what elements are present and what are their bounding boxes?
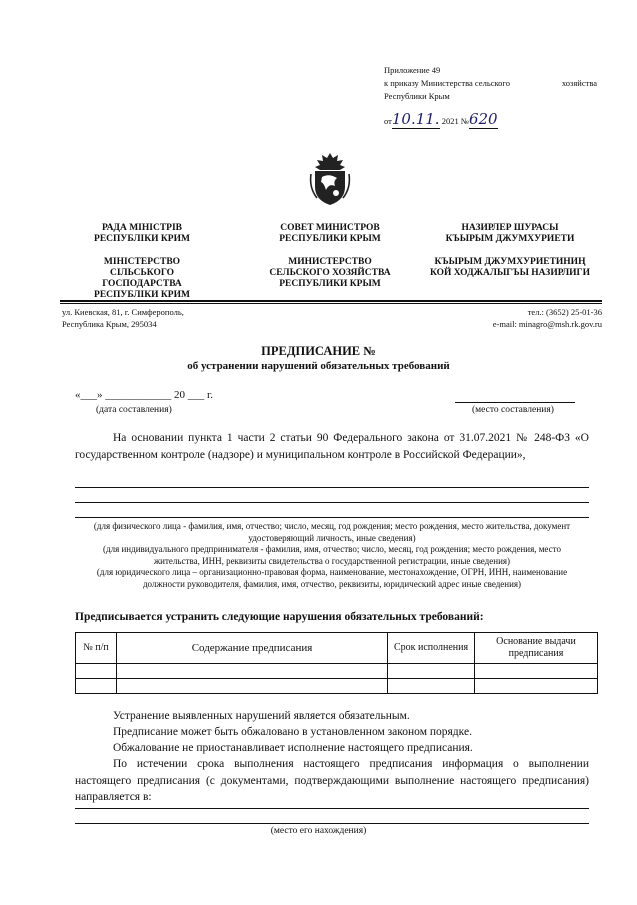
header-center-2: РЕСПУБЛИКИ КРЫМ [279, 234, 381, 244]
header-center-5: РЕСПУБЛИКИ КРЫМ [279, 279, 381, 289]
header-left-2: РЕСПУБЛІКИ КРИМ [94, 234, 190, 244]
appendix-line1: Приложение 49 [384, 65, 441, 75]
email: e-mail: minagro@msh.rk.gov.ru [492, 319, 602, 329]
note-entrepreneur: (для индивидуального предпринимателя - фамилия, имя, отчество; число, месяц, год рождения; место рождения, место жительства, ИНН, реквизиты свидетельства о государственной регистрации, иные сведения) [103, 544, 561, 566]
blank-line [75, 823, 589, 824]
handwritten-number: 620 [468, 110, 498, 128]
header-right-1: НАЗИРЛЕР ШУРАСЫ [461, 223, 559, 233]
appendix-year: 2021 № [441, 116, 469, 126]
table-header-row [76, 633, 598, 664]
col-number: № п/п [76, 633, 117, 664]
paragraph-no-suspension: Обжалование не приостанавливает исполнение настоящего предписания. [113, 742, 473, 754]
phone: тел.: (3652) 25-01-36 [527, 307, 602, 317]
document-subtitle: об устранении нарушений обязательных требований [187, 360, 450, 372]
header-left-4: СІЛЬСЬКОГО [109, 268, 175, 278]
header-ukrainian [62, 223, 222, 301]
date-prefix: от [384, 116, 392, 126]
address-line1: ул. Киевская, 81, г. Симферополь, [62, 307, 184, 317]
place-line [455, 402, 575, 403]
header-left-5: ГОСПОДАРСТВА [102, 279, 182, 289]
blank-line [75, 502, 589, 503]
header-left-6: РЕСПУБЛІКИ КРИМ [94, 290, 190, 300]
col-content: Содержание предписания [117, 633, 388, 664]
header-russian [245, 223, 415, 290]
blank-line [75, 487, 589, 488]
appendix-line3: Республики Крым [384, 91, 450, 101]
header-center-1: СОВЕТ МИНИСТРОВ [280, 223, 380, 233]
col-basis: Основание выдачи предписания [475, 633, 598, 664]
paragraph-report: По истечении срока выполнения настоящего предписания информация о выполнении настоящего предписания (с документами, подтверждающими выполнение настоящего предписания) направляется в: [75, 758, 589, 803]
date-label: (дата составления) [96, 405, 172, 415]
header-center-3: МИНИСТЕРСТВО [288, 257, 372, 267]
blank-line [75, 808, 589, 809]
location-label: (место его нахождения) [270, 826, 367, 836]
header-right-4: КОЙ ХОДЖАЛЫГЪЫ НАЗИРЛИГИ [429, 268, 590, 278]
note-individual: (для физического лица - фамилия, имя, отчество; число, месяц, год рождения; место рождения, место жительства, документ удостоверяющий личность, иные сведения) [93, 521, 571, 543]
appendix-line2a: к приказу Министерства сельского [384, 78, 510, 88]
header-right-3: КЪЫРЫМ ДЖУМХУРИЕТИНИҢ [434, 257, 586, 267]
crimea-emblem-icon [307, 150, 353, 206]
violations-table [75, 632, 598, 694]
header-rule-thin [60, 303, 602, 304]
header-right-2: КЪЫРЫМ ДЖУМХУРИЕТИ [445, 234, 575, 244]
appendix-block [384, 64, 609, 128]
blank-line [75, 517, 589, 518]
contacts [400, 306, 602, 330]
header-rule-thick [60, 300, 602, 302]
col-deadline: Срок исполнения [388, 633, 475, 664]
paragraph-mandatory: Устранение выявленных нарушений является обязательным. [113, 710, 410, 722]
handwritten-date: 10.11. [391, 110, 440, 128]
table-row [76, 679, 598, 694]
header-crimean-tatar [410, 223, 610, 279]
appendix-line2b: хозяйства [561, 78, 597, 88]
document-title: ПРЕДПИСАНИЕ № [261, 344, 376, 358]
place-label: (место составления) [472, 405, 554, 415]
paragraph-appeal: Предписание может быть обжаловано в установленном законом порядке. [113, 726, 472, 738]
header-center-4: СЕЛЬСКОГО ХОЗЯЙСТВА [269, 268, 391, 278]
subject-notes [80, 521, 584, 590]
date-line: «___» ____________ 20 ___ г. [75, 389, 214, 401]
table-row [76, 664, 598, 679]
address [62, 306, 184, 330]
header-left-3: МІНІСТЕРСТВО [103, 257, 181, 267]
header-left-1: РАДА МІНІСТРІВ [101, 223, 182, 233]
address-line2: Республика Крым, 295034 [62, 319, 157, 329]
basis-paragraph: На основании пункта 1 части 2 статьи 90 Федерального закона от 31.07.2021 № 248-ФЗ «О государственном контроле (надзоре) и муниципальном контроле в Российской Федерации», [75, 432, 589, 461]
note-legal-entity: (для юридического лица – организационно-правовая форма, наименование, местонахождение, ОГРН, ИНН, наименование должности руководителя, фамилия, имя, отчество, реквизиты, юридический адрес иные сведения) [96, 567, 568, 589]
table-heading: Предписывается устранить следующие нарушения обязательных требований: [75, 611, 484, 623]
